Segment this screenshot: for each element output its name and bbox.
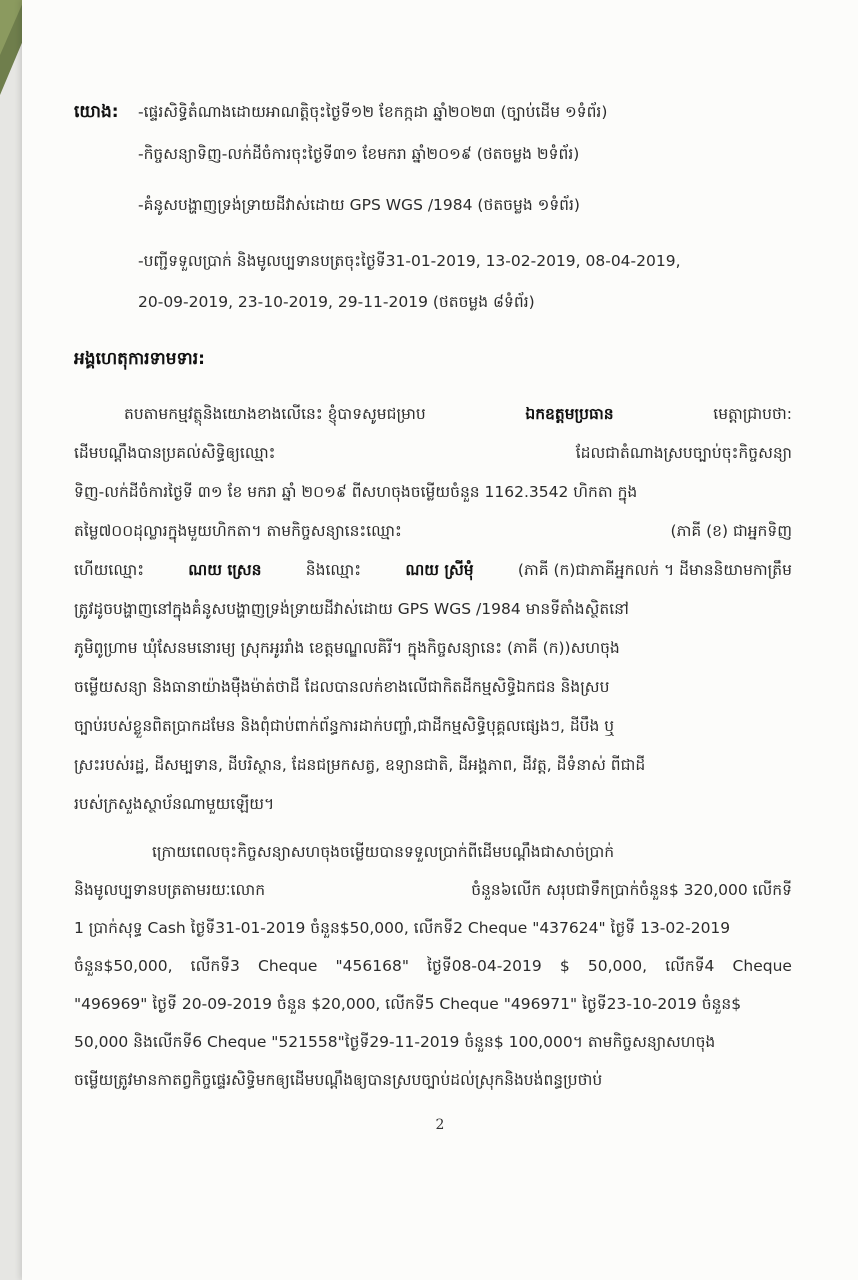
reference-item: 20-09-2019, 23-10-2019, 29-11-2019 (ថតចម្លង ៨ទំព័រ)	[138, 293, 535, 311]
text-run: (ភាគី (ក)ជាភាគីអ្នកលក់ ។ ដីមាននិយាមកាត្រឹម	[517, 561, 792, 579]
paragraph-line: ភូមិពូហ្រាម ឃុំសែនមនោរម្យ ស្រុកអូររាំង ខេត្តមណ្ឌលគិរី។ ក្នុងកិច្ចសន្យានេះ (ភាគី (ក))សហចុង	[74, 639, 620, 657]
reference-item: -កិច្ចសន្យាទិញ-លក់ដីចំការចុះថ្ងៃទី៣១ ខែមករា ឆ្នាំ២០១៩ (ថតចម្លង ២ទំព័រ)	[138, 145, 580, 163]
paragraph-line: ក្រោយពេលចុះកិច្ចសន្យាសហចុងចម្លើយបានទទួលប្រាក់ពីដើមបណ្តឹងជាសាច់ប្រាក់	[152, 843, 615, 861]
paragraph-line	[74, 954, 792, 978]
text-run: តម្លៃ៧០០ដុល្លារក្នុងមួយហិកតា។ តាមកិច្ចសន្យានេះឈ្មោះ	[74, 522, 402, 540]
text-run: ចំនួន៦លើក សរុបជាទឹកប្រាក់ចំនួន$ 320,000 លើកទី	[471, 881, 792, 899]
text-run: និងឈ្មោះ	[305, 561, 362, 579]
text-run: មេត្តាជ្រាបថា:	[713, 405, 792, 423]
text-run: Cheque	[732, 957, 792, 975]
paragraph-line	[74, 878, 792, 902]
reference-item: -ផ្ទេរសិទ្ធិតំណាងដោយអាណត្តិចុះថ្ងៃទី១២ ខែកក្កដា ឆ្នាំ២០២៣ (ច្បាប់ដើម ១ទំព័រ)	[138, 103, 608, 121]
text-run: លើកទី4	[665, 957, 715, 975]
text-run: "456168"	[335, 957, 409, 975]
text-run: $	[559, 957, 570, 975]
paragraph-line: ស្រះរបស់រដ្ឋ, ដីសម្បទាន, ដីបរិស្ថាន, ដែនជម្រកសត្វ, ឧទ្យានជាតិ, ដីអង្គភាព, ដីវត្ត, ដីទំនាស់ ពីជាដី	[74, 756, 646, 774]
paragraph-line	[124, 402, 792, 426]
text-run: ចំនួន$50,000,	[74, 957, 173, 975]
text-run: ថ្ងៃទី08-04-2019	[427, 957, 542, 975]
background-edge-highlight	[0, 0, 24, 55]
text-run: ដែលជាតំណាងស្របច្បាប់ចុះកិច្ចសន្យា	[575, 444, 792, 462]
document-page	[22, 0, 858, 1280]
paragraph-line: ទិញ-លក់ដីចំការថ្ងៃទី ៣១ ខែ មករា ឆ្នាំ ២០១៩ ពីសហចុងចម្លើយចំនួន 1162.3542 ហិកតា ក្នុង	[74, 483, 638, 501]
reference-label: យោង:	[74, 102, 119, 122]
section-heading: អង្គហេតុការទាមទារ:	[74, 349, 205, 369]
paragraph-line: 1 ប្រាក់សុទ្ធ Cash ថ្ងៃទី31-01-2019 ចំនួន$50,000, លើកទី2 Cheque "437624" ថ្ងៃទី 13-02-2019	[74, 919, 731, 937]
seller-name: ណយ ស្រេន	[188, 561, 262, 579]
paragraph-line	[74, 558, 792, 582]
paragraph-line: 50,000 និងលើកទី6 Cheque "521558"ថ្ងៃទី29-11-2019 ចំនួន$ 100,000។ តាមកិច្ចសន្យាសហចុង	[74, 1033, 716, 1051]
text-run: 50,000,	[587, 957, 648, 975]
seller-name: ណយ ស្រីមុំ	[405, 561, 474, 579]
paragraph-line	[74, 441, 792, 465]
reference-item: -បញ្ជីទទួលប្រាក់ និងមូលប្បទានបត្រចុះថ្ងៃទី31-01-2019, 13-02-2019, 08-04-2019,	[138, 252, 681, 270]
text-run: Cheque	[258, 957, 318, 975]
paragraph-line: "496969" ថ្ងៃទី 20-09-2019 ចំនួន $20,000, លើកទី5 Cheque "496971" ថ្ងៃទី23-10-2019 ចំនួន$	[74, 995, 742, 1013]
paragraph-line: ត្រូវដូចបង្ហាញនៅក្នុងគំនូសបង្ហាញទ្រង់ទ្រាយដីវាស់ដោយ GPS WGS /1984 មានទីតាំងស្ថិតនៅ	[74, 600, 629, 618]
text-run: (ភាគី (ខ) ជាអ្នកទិញ	[670, 522, 792, 540]
reference-item: -គំនូសបង្ហាញទ្រង់ទ្រាយដីវាស់ដោយ GPS WGS /1984 (ថតចម្លង ១ទំព័រ)	[138, 196, 580, 214]
text-run: លើកទី3	[190, 957, 240, 975]
paragraph-line: ចម្លើយសន្យា និងធានាយ៉ាងម៉ឺងម៉ាត់ថាដី ដែលបានលក់ខាងលើជាកិតដីកម្មសិទ្ធិឯកជន និងស្រប	[74, 678, 610, 696]
page-number: 2	[435, 1117, 445, 1133]
addressee-title: ឯកឧត្តមប្រធាន	[525, 405, 614, 423]
paragraph-line: របស់ក្រសួងស្ថាប័នណាមួយឡើយ។	[74, 795, 275, 813]
paragraph-line: ច្បាប់របស់ខ្លួនពិតប្រាកដមែន និងពុំជាប់ពាក់ព័ន្ធការដាក់បញ្ចាំ,ជាដីកម្មសិទ្ធិបុគ្គលផ្សេងៗ, ដីបឹង ឬ	[74, 717, 615, 735]
paragraph-line	[74, 519, 792, 543]
text-run: ហើយឈ្មោះ	[74, 561, 145, 579]
text-run: តបតាមកម្មវត្ថុនិងយោងខាងលើនេះ ខ្ញុំបាទសូមជម្រាប	[124, 405, 426, 423]
text-run: ដើមបណ្តឹងបានប្រគល់សិទ្ធិឲ្យឈ្មោះ	[74, 444, 276, 462]
paragraph-line: ចម្លើយត្រូវមានកាតព្វកិច្ចផ្ទេរសិទ្ធិមកឲ្យដើមបណ្តឹងឲ្យបានស្របច្បាប់ដល់ស្រុកនិងបង់ពន្ធប្រថាប់	[74, 1071, 603, 1089]
text-run: និងមូលប្បទានបត្រតាមរយៈលោក	[74, 881, 266, 899]
